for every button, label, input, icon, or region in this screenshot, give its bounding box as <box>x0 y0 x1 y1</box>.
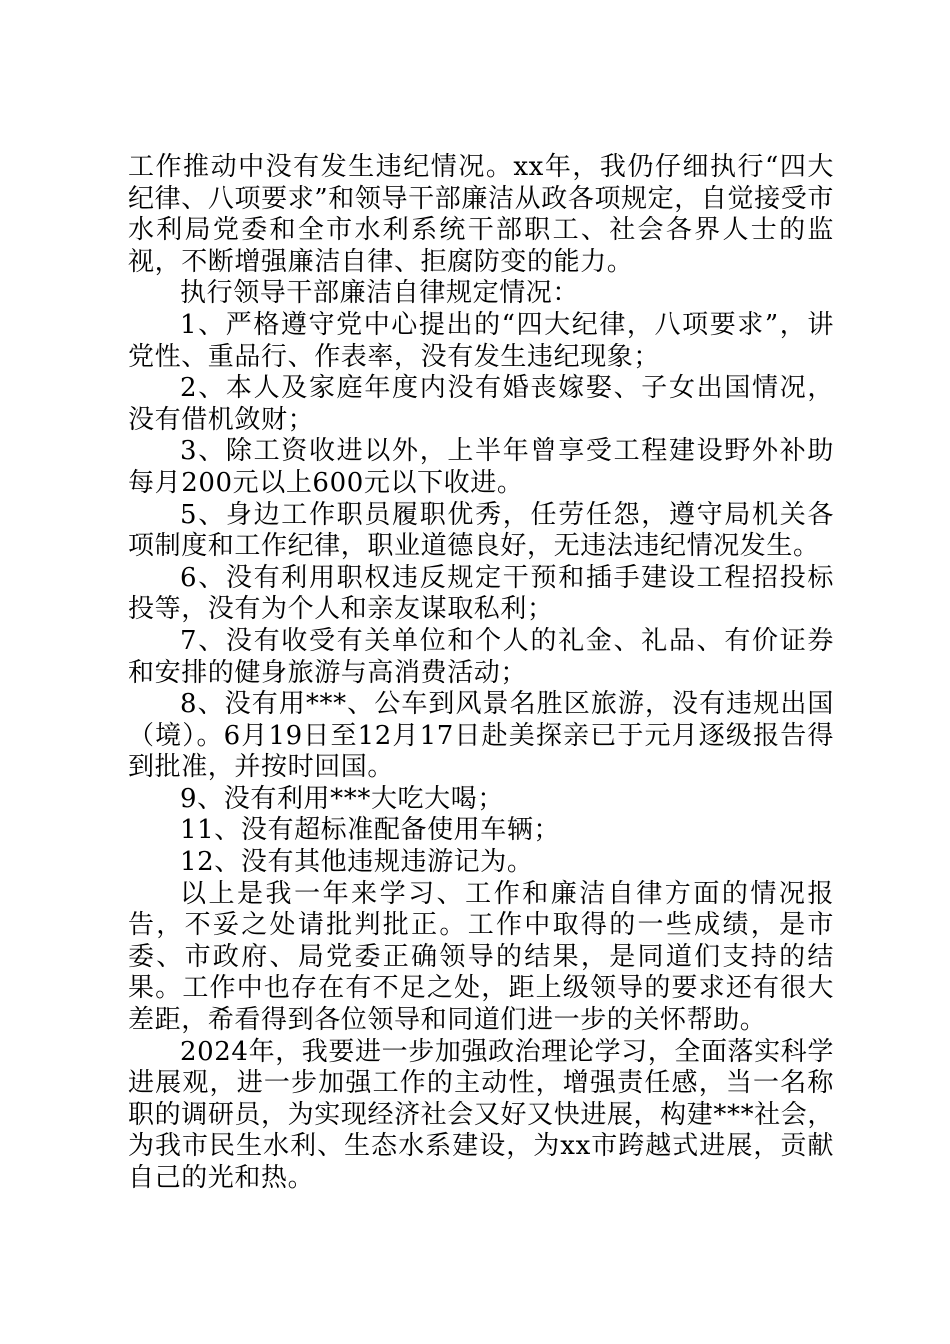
list-item-9: 9、没有利用***大吃大喝； <box>180 783 504 814</box>
list-item-8: 8、没有用***、公车到风景名胜区旅游，没有违规出国（境）。6月19日至12月17日赴美探亲已于元月逐级报告得到批准，并按时回国。 <box>128 689 834 783</box>
list-item-11: 11、没有超标准配备使用车辆； <box>180 815 561 846</box>
list-item-1: 1、严格遵守党中心提出的“四大纪律，八项要求”，讲党性、重品行、作表率，没有发生违纪现象； <box>128 309 834 372</box>
document-body <box>128 152 834 1195</box>
paragraph-section-heading: 执行领导干部廉洁自律规定情况： <box>180 278 580 309</box>
list-item-6: 6、没有利用职权违反规定干预和插手建设工程招投标投等，没有为个人和亲友谋取私利； <box>128 562 834 625</box>
paragraph-summary: 以上是我一年来学习、工作和廉洁自律方面的情况报告，不妥之处请批判批正。工作中取得的一些成绩，是市委、市政府、局党委正确领导的结果，是同道们支持的结果。工作中也存在有不足之处，距上级领导的要求还有很大差距，希看得到各位领导和同道们进一步的关怀帮助。 <box>128 878 834 1036</box>
paragraph-plan: 2024年，我要进一步加强政治理论学习，全面落实科学进展观，进一步加强工作的主动性，增强责任感，当一名称职的调研员，为实现经济社会又好又快进展，构建***社会，为我市民生水利、生态水系建设，为xx市跨越式进展，贡献自己的光和热。 <box>128 1036 834 1193</box>
list-item-12: 12、没有其他违规违游记为。 <box>180 847 534 878</box>
list-item-7: 7、没有收受有关单位和个人的礼金、礼品、有价证券和安排的健身旅游与高消费活动； <box>128 625 834 688</box>
list-item-2: 2、本人及家庭年度内没有婚丧嫁娶、子女出国情况，没有借机敛财； <box>128 373 834 435</box>
list-item-3: 3、除工资收进以外，上半年曾享受工程建设野外补助每月200元以上600元以下收进。 <box>128 436 834 498</box>
list-item-5: 5、身边工作职员履职优秀，任劳任怨，遵守局机关各项制度和工作纪律，职业道德良好，无违法违纪情况发生。 <box>128 499 834 562</box>
paragraph-continuation: 工作推动中没有发生违纪情况。xx年，我仍仔细执行“四大纪律、八项要求”和领导干部廉洁从政各项规定，自觉接受市水利局党委和全市水利系统干部职工、社会各界人士的监视，不断增强廉洁自律、拒腐防变的能力。 <box>128 152 834 277</box>
